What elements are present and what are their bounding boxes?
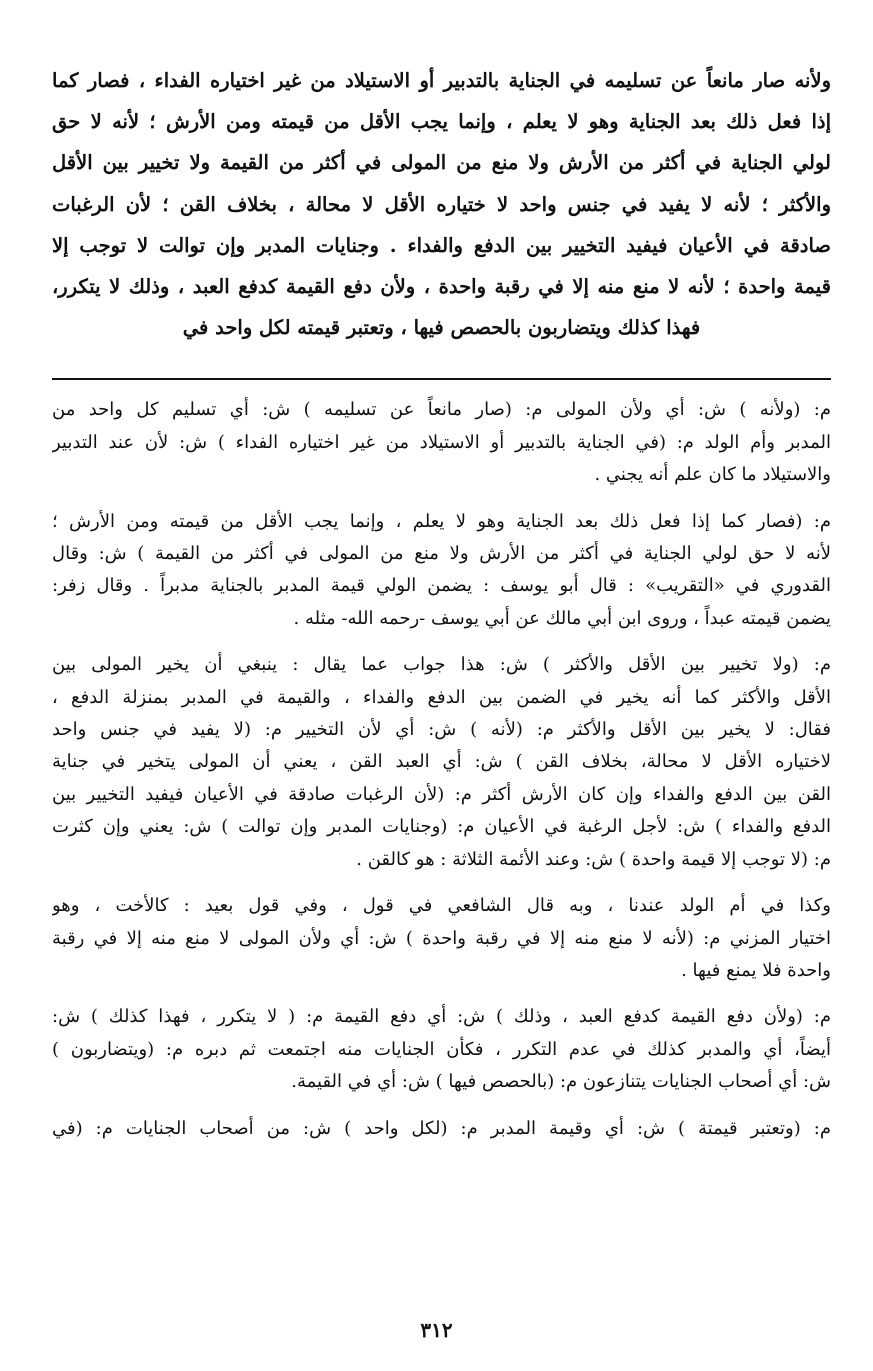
commentary-line: أيضاً، أي والمدبر كذلك في عدم التكرر ، فكأن الجنايات منه اجتمعت ثم دبره م: (ويتضاربون )	[52, 1038, 831, 1060]
commentary-line: القن بين الدفع والفداء وإن كان الأرش أكثر م: (لأن الرغبات صادقة في الأعيان فيفيد التخيير بين	[52, 783, 831, 805]
main-text-line: فهذا كذلك ويتضاربون بالحصص فيها ، وتعتبر قيمته لكل واحد في	[182, 316, 701, 340]
main-text-line: ولأنه صار مانعاً عن تسليمه في الجناية بالتدبير أو الاستيلاد من غير اختياره الفداء ، فصار كما	[52, 69, 831, 92]
commentary-line: المدبر وأم الولد م: (في الجناية بالتدبير أو الاستيلاد من غير اختياره الفداء ) ش: لأن عند التدبير	[52, 431, 831, 453]
main-text-line: لولي الجناية في أكثر من الأرش ولا منع من المولى في أكثر من القيمة ولا تخيير بين الأقل	[52, 151, 831, 175]
main-text-line: إذا فعل ذلك بعد الجناية وهو لا يعلم ، وإنما يجب الأقل من قيمته ومن الأرش ؛ لأنه لا حق	[52, 110, 831, 134]
commentary-line: لاختياره الأقل لا محالة، بخلاف القن ) ش: أي العبد القن ، يعني أن المولى يتخير في جناية	[52, 751, 831, 773]
commentary-line: يضمن قيمته عبداً ، وروى ابن أبي مالك عن أبي يوسف -رحمه الله- مثله .	[293, 607, 831, 629]
commentary-paragraph	[52, 649, 831, 876]
commentary-line: م: (وتعتبر قيمتة ) ش: أي وقيمة المدبر م: (لكل واحد ) ش: من أصحاب الجنايات م: (في	[52, 1117, 831, 1139]
commentary-line: لأنه لا حق لولي الجناية في أكثر من الأرش ولا منع من المولى في أكثر من القيمة ) ش: وقال	[52, 543, 831, 565]
commentary-line: الأقل والأكثر كما أنه يخير في الضمن بين الدفع والفداء ، والقيمة في المدبر بمنزلة الدفع ،	[52, 686, 831, 708]
separator-rule	[52, 378, 831, 380]
commentary-line: م: (فصار كما إذا فعل ذلك بعد الجناية وهو لا يعلم ، وإنما يجب الأقل من قيمته ومن الأرش ؛	[52, 510, 831, 532]
commentary-paragraph	[52, 394, 831, 491]
commentary-paragraph	[52, 890, 831, 987]
commentary-line: فقال: لا يخير بين الأقل والأكثر م: (لأنه ) ش: أي لأن التخيير م: (لا يفيد في جنس واحد	[52, 719, 831, 741]
commentary-line: والاستيلاد ما كان علم أنه يجني .	[594, 464, 831, 486]
main-text-line: والأكثر ؛ لأنه لا يفيد في جنس واحد لا ختياره الأقل لا محالة ، بخلاف القن ؛ لأن الرغبات	[52, 192, 831, 216]
commentary-line: اختيار المزني م: (لأنه لا منع منه إلا في رقبة واحدة ) ش: أي ولأن المولى لا منع منه إلا في رقبة	[52, 927, 831, 949]
commentary-line: القدوري في «التقريب» : قال أبو يوسف : يضمن الولي قيمة المدبر بالجناية مدبراً . وقال زفر:	[52, 575, 831, 597]
commentary-line: م: (ولأنه ) ش: أي ولأن المولى م: (صار مانعاً عن تسليمه ) ش: أي تسليم كل واحد من	[52, 399, 831, 421]
main-text-line: قيمة واحدة ؛ لأنه لا منع منه إلا في رقبة واحدة ، ولأن دفع القيمة كدفع العبد ، وذلك لا يتكرر،	[52, 275, 831, 299]
page-number: ٣١٢	[420, 1318, 453, 1342]
commentary-line: وكذا في أم الولد عندنا ، وبه قال الشافعي في قول ، وفي قول بعيد : كالأخت ، وهو	[52, 895, 831, 917]
commentary-line: م: (لا توجب إلا قيمة واحدة ) ش: وعند الأئمة الثلاثة : هو كالقن .	[356, 848, 831, 870]
main-text-line: صادقة في الأعيان فيفيد التخيير بين الدفع والفداء . وجنايات المدبر وإن توالت لا توجب إلا	[52, 233, 831, 257]
commentary-line: م: (ولا تخيير بين الأقل والأكثر ) ش: هذا جواب عما يقال : ينبغي أن يخير المولى بين	[52, 654, 831, 676]
commentary-line: الدفع والفداء ) ش: لأجل الرغبة في الأعيان م: (وجنايات المدبر وإن توالت ) ش: يعني وإن كثرت	[52, 816, 831, 838]
commentary-paragraph	[52, 506, 831, 636]
main-text	[52, 60, 831, 348]
commentary-line: ش: أي أصحاب الجنايات يتنازعون م: (بالحصص فيها ) ش: أي في القيمة.	[291, 1071, 831, 1093]
commentary	[52, 394, 831, 1145]
commentary-paragraph	[52, 1113, 831, 1145]
commentary-line: واحدة فلا يمنع فيها .	[681, 959, 831, 981]
commentary-paragraph	[52, 1001, 831, 1098]
commentary-line: م: (ولأن دفع القيمة كدفع العبد ، وذلك ) ش: أي دفع القيمة م: ( لا يتكرر ، فهذا كذلك ) ش:	[52, 1006, 831, 1028]
